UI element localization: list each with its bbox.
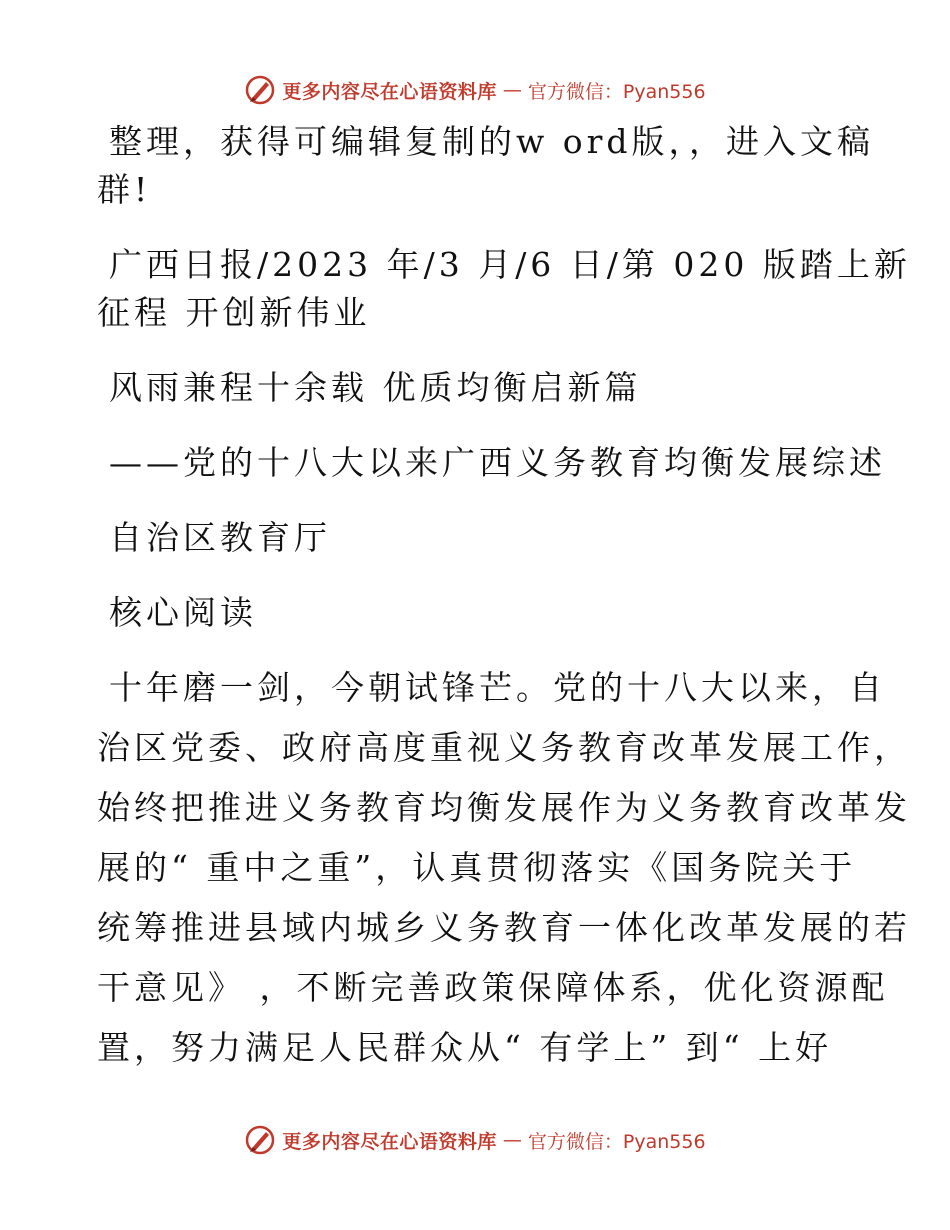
headline-subtitle: ——党的十八大以来广西义务教育均衡发展综述 [109,443,886,482]
paragraph-line-5: 统筹推进县域内城乡义务教育一体化改革发展的若 [97,908,911,947]
paragraph-line-3: 始终把推进义务教育均衡发展作为义务教育改革发 [97,788,911,827]
body-line-2: 群! [97,170,152,209]
body-line-1: 整理，获得可编辑复制的w ord版，，进入文稿 [109,122,875,161]
banner-separator: — [502,79,522,101]
paragraph-line-1: 十年磨一剑，今朝试锋芒。党的十八大以来，自 [109,668,886,707]
author-line: 自治区教育厅 [109,518,331,557]
paragraph-line-2: 治区党委、政府高度重视义务教育改革发展工作， [97,728,911,767]
headline-main: 征程 开创新伟业 [97,293,371,332]
newspaper-source-line: 广西日报/2023 年/3 月/6 日/第 020 版踏上新 [109,245,911,284]
header-watermark-banner [0,70,950,110]
footer-watermark-banner [0,1120,950,1160]
footer-banner-inner [244,1124,705,1156]
paragraph-line-6: 干意见》 ，不断完善政策保障体系，优化资源配 [97,968,889,1007]
quill-pen-logo-icon [244,1124,276,1156]
document-body [97,118,911,1072]
footer-banner-site-text: 更多内容尽在心语资料库 [282,1130,497,1153]
banner-site-text: 更多内容尽在心语资料库 [282,80,497,103]
section-heading-core-reading: 核心阅读 [109,593,257,632]
footer-banner-separator: — [502,1129,522,1151]
paragraph-line-4: 展的“ 重中之重”，认真贯彻落实《国务院关于 [97,848,857,887]
paragraph-line-7: 置，努力满足人民群众从“ 有学上” 到“ 上好 [97,1028,833,1067]
header-banner-inner [244,74,705,106]
banner-wechat-text: 官方微信：Pyan556 [527,80,706,103]
headline-title: 风雨兼程十余载 优质均衡启新篇 [109,368,642,407]
quill-pen-logo-icon [244,74,276,106]
footer-banner-wechat-text: 官方微信：Pyan556 [527,1130,706,1153]
